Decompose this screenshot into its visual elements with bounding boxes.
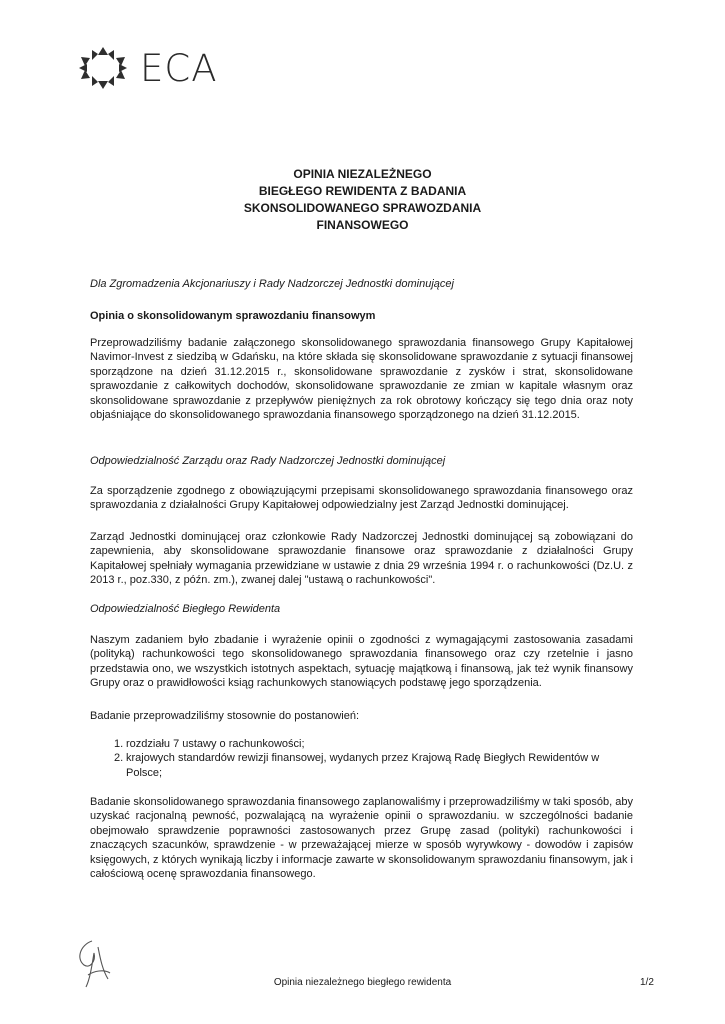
list-text: rozdziału 7 ustawy o rachunkowości; [126,738,305,750]
title-line: BIEGŁEGO REWIDENTA Z BADANIA [258,184,467,198]
paragraph: Badanie skonsolidowanego sprawozdania finansowego zaplanowaliśmy i przeprowadziliśmy w taki sposób, aby uzyskać racjonalną pewność, pozwalającą na wyrażenie opinii o sprawozdaniu. w szczególności badanie obejmowało sprawdzenie poprawności zastosowanych przez Grupę zasad (polityki) rachunkowości i znaczących szacunków, sprawdzenie - w przeważającej mierze w sposób wyrywkowy - dowodów i zapisów księgowych, z których wynikają liczby i informacje zawarte w skonsolidowanym sprawozdaniu finansowym, jak i całościową ocenę sprawozdania finansowego. [90,796,633,881]
title-line: FINANSOWEGO [316,218,409,232]
section-auditor [90,602,633,616]
list-item [90,737,633,751]
paragraph: Naszym zadaniem było zbadanie i wyrażenie opinii o zgodności z wymagającymi zastosowania zasadami (polityką) rachunkowości tego skonsolidowanego sprawozdania finansowego oraz czy rzetelnie i jasno przedstawia ono, we wszystkich istotnych aspektach, sytuację majątkową i finansową, jak też wynik finansowy Grupy oraz o prawidłowości ksiąg rachunkowych stanowiących podstawę jego sporządzenia. [90,634,633,690]
paragraph: Zarząd Jednostki dominującej oraz członkowie Rady Nadzorczej Jednostki dominującej są zobowiązani do zapewnienia, aby skonsolidowane sprawozdanie finansowe oraz sprawozdanie z działalności Grupy Kapitałowej spełniały wymagania przewidziane w ustawie z dnia 29 września 1994 r. o rachunkowości (Dz.U. z 2013 r., poz.330, z późn. zm.), zwanej dalej "ustawą o rachunkowości". [90,531,633,587]
paragraph: Przeprowadziliśmy badanie załączonego skonsolidowanego sprawozdania finansowego Grupy Kapitałowej Navimor-Invest z siedzibą w Gdańsku, na które składa się skonsolidowane sprawozdanie z sytuacji finansowej sporządzone na dzień 31.12.2015 r., skonsolidowane sprawozdanie z zysków i strat, skonsolidowane sprawozdanie z całkowitych dochodów, skonsolidowane sprawozdanie ze zmian w kapitale własnym oraz skonsolidowane sprawozdanie z przepływów pieniężnych za rok obrotowy kończący się tego dnia oraz noty objaśniające do skonsolidowanego sprawozdania finansowego sporządzonego na dzień 31.12.2015. [90,337,633,422]
title-line: OPINIA NIEZALEŻNEGO [293,167,432,181]
addressee-block [90,277,633,291]
section-management-body-2 [90,530,633,588]
paragraph: Za sporządzenie zgodnego z obowiązującymi przepisami skonsolidowanego sprawozdania finansowego oraz sprawozdania z działalności Grupy Kapitałowej odpowiedzialny jest Zarząd Jednostki dominującej. [90,485,633,512]
section-heading: Odpowiedzialność Biegłego Rewidenta [90,603,281,615]
section-auditor-body-1 [90,633,633,691]
section-management [90,454,633,468]
page-number: 1/2 [640,977,654,988]
eca-star-icon [78,46,128,90]
section-heading: Opinia o skonsolidowanym sprawozdaniu finansowym [90,310,376,322]
section-opinion-body [90,336,633,422]
logo-text: ECA [140,46,218,90]
section-management-body-1 [90,484,633,513]
list-number: 2. [114,752,124,765]
regulations-list [90,737,633,780]
title-line: SKONSOLIDOWANEGO SPRAWOZDANIA [243,201,482,215]
list-item [90,751,633,780]
logo [78,46,218,90]
section-heading: Odpowiedzialność Zarządu oraz Rady Nadzorczej Jednostki dominującej [90,455,446,467]
list-number: 1. [114,738,124,750]
paragraph: Badanie przeprowadziliśmy stosownie do postanowień: [90,710,360,722]
addressee: Dla Zgromadzenia Akcjonariuszy i Rady Nadzorczej Jednostki dominującej [90,278,454,290]
list-text: krajowych standardów rewizji finansowej, wydanych przez Krajową Radę Biegłych Rewidentów w Polsce; [126,752,600,779]
section-opinion [90,309,633,323]
footer-text: Opinia niezależnego biegłego rewidenta [273,977,452,988]
section-auditor-body-3 [90,795,633,881]
document-title [0,166,725,234]
section-auditor-body-2 [90,709,633,723]
